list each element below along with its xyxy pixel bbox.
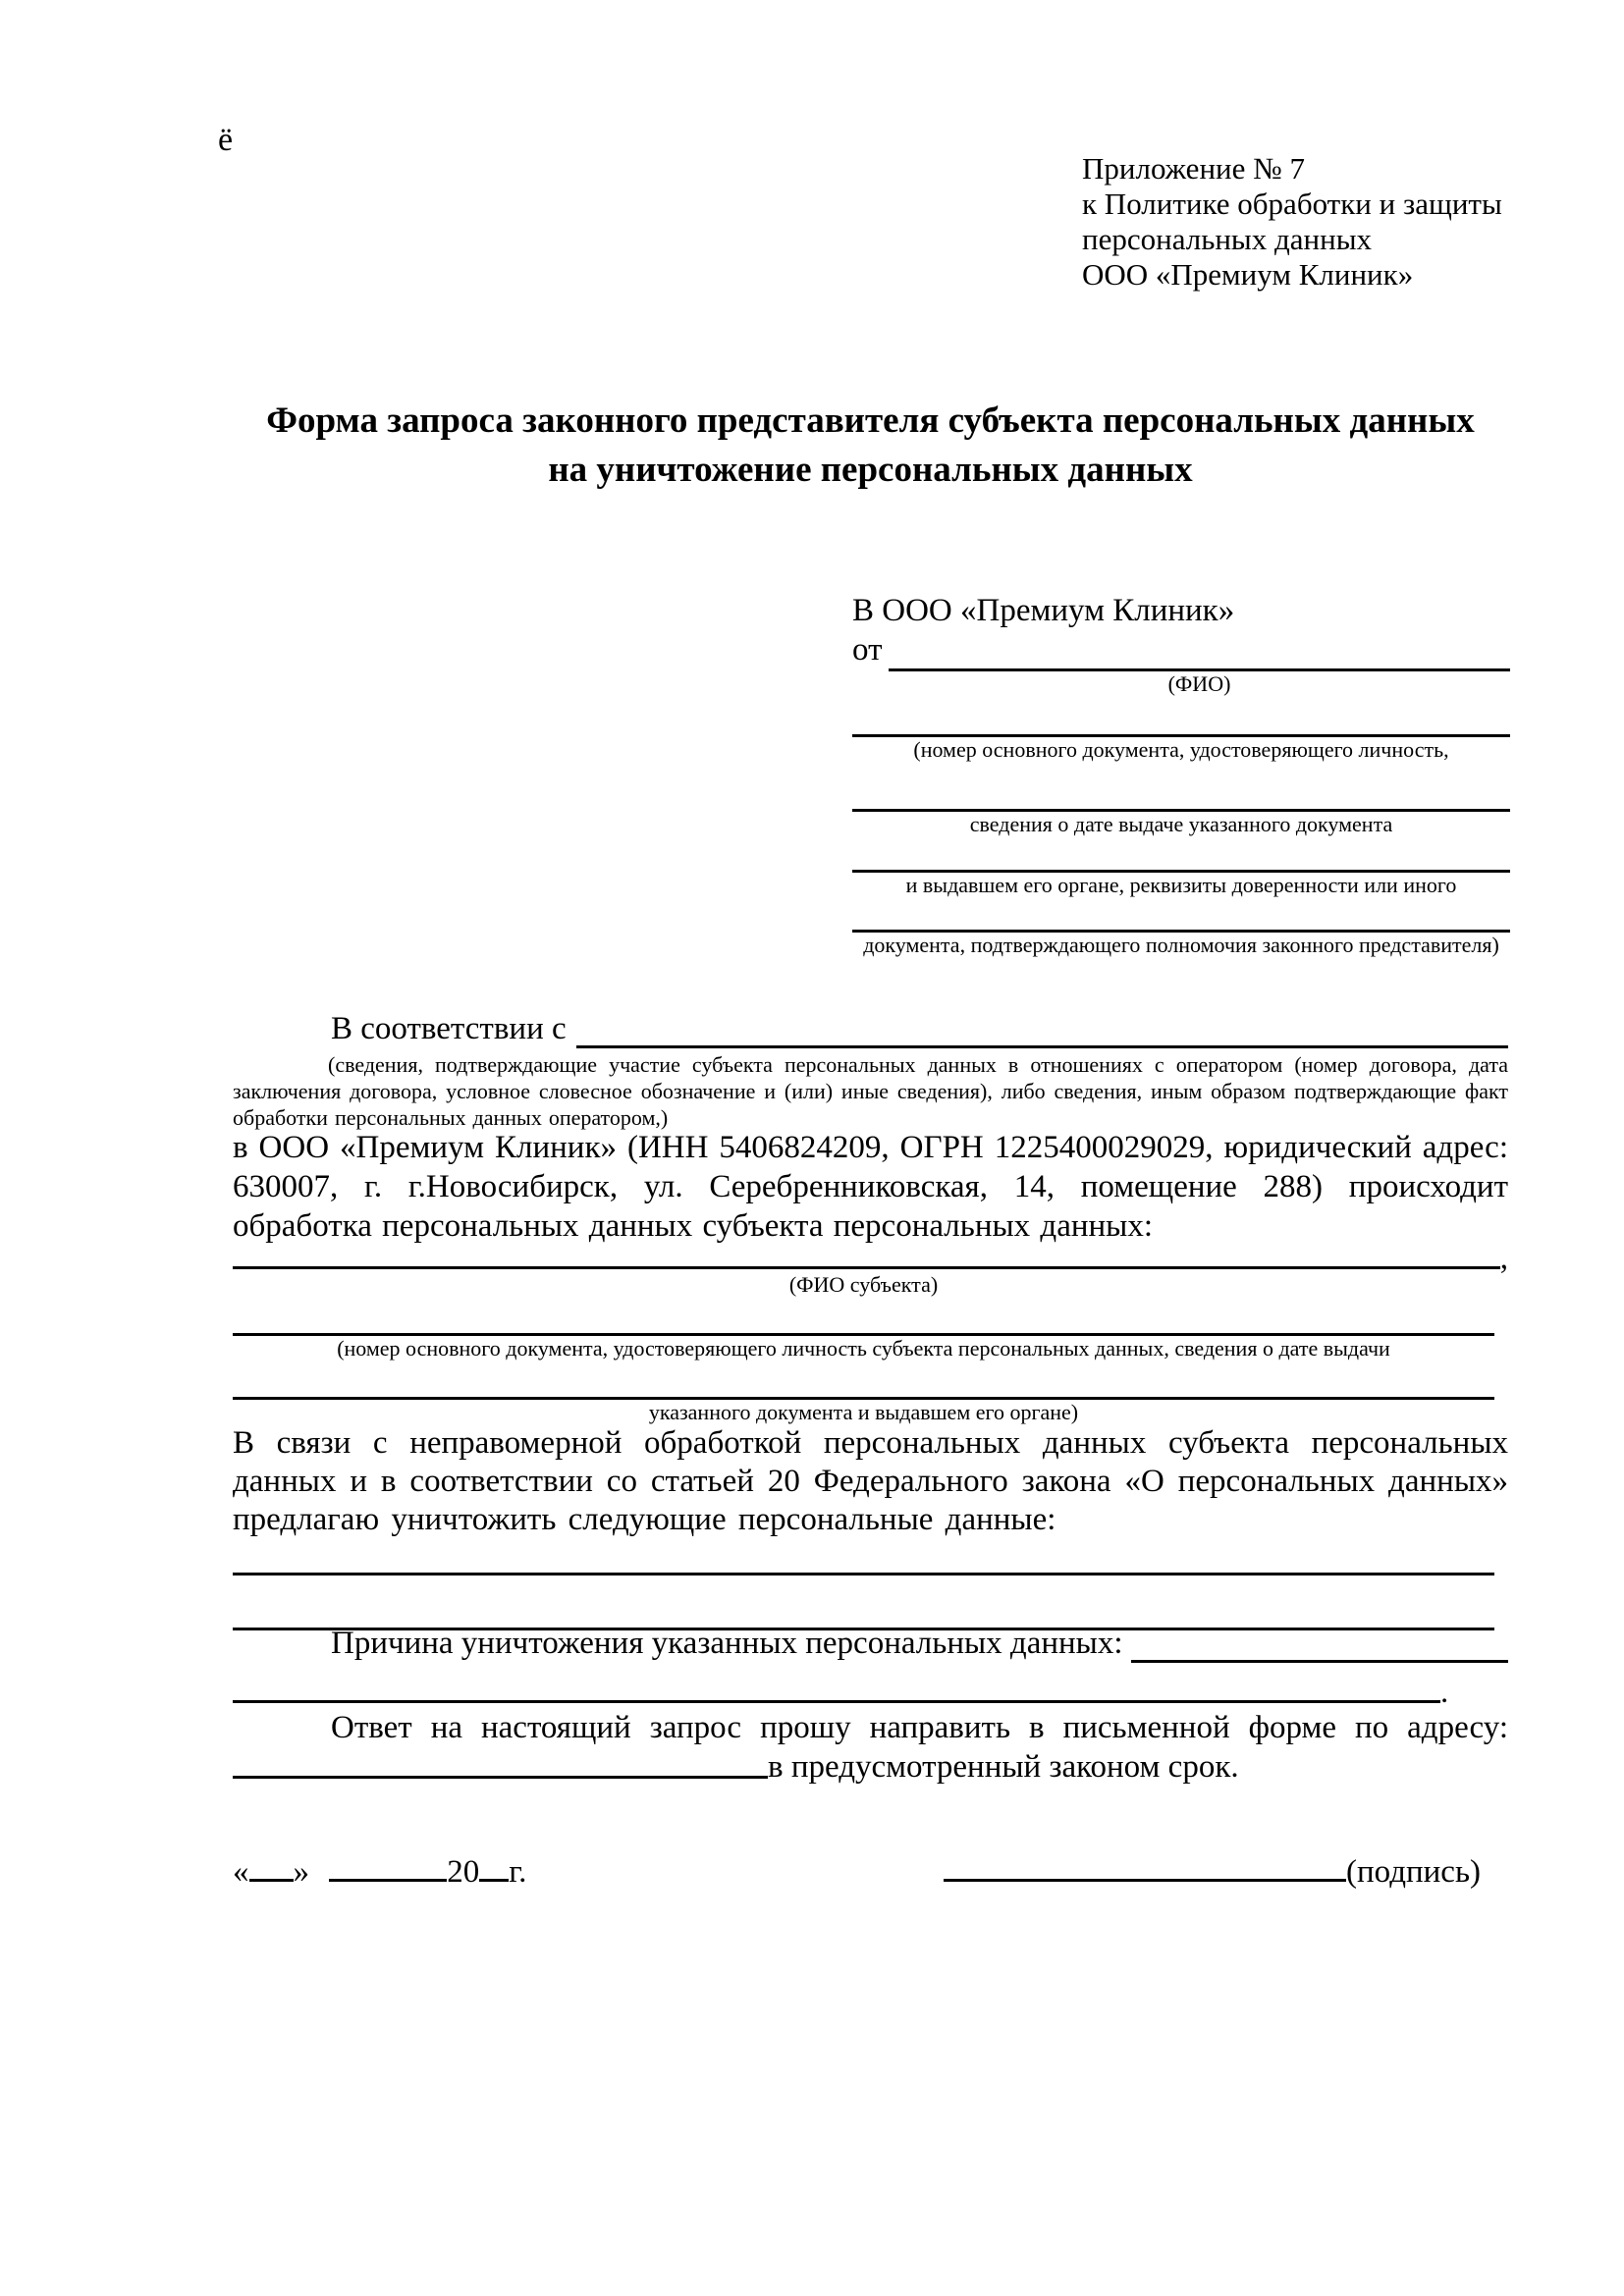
subject-doc-caption: (номер основного документа, удостоверяющего личность субъекта персональных данных, сведения о дате выдачи [337,1336,1390,1361]
appendix-header-line: к Политике обработки и защиты [1082,187,1502,221]
date-field [233,1849,526,1892]
subject-fio-caption: (ФИО субъекта) [788,1272,939,1297]
document-title [233,397,1508,495]
addressee-block [852,591,1510,958]
appendix-header-line: ООО «Премиум Клиник» [1082,257,1414,292]
address-fill-in-line [233,1747,768,1779]
year-suffix: г. [509,1854,527,1890]
document-title-line: Форма запроса законного представителя субъекта персональных данных [266,400,1475,441]
appendix-header-line: персональных данных [1082,222,1373,256]
accordance-caption: (сведения, подтверждающие участие субъекта персональных данных в отношениях с оператором (номер договора, дата заключения договора, условное словесное обозначение и (или) иные сведения), либо сведения, иным образом подтверждающие факт обработки персональных данных оператором,) [233,1052,1508,1130]
from-row [852,630,1510,671]
operator-paragraph: в ООО «Премиум Клиник» (ИНН 5406824209, ОГРН 1225400029029, юридический адрес: 630007, г. г.Новосибирск, ул. Серебренниковская, 14, помещение 288) происходит обработка персональных данных субъекта персональных данных: [233,1130,1508,1244]
day-open-quote: « [233,1854,249,1890]
from-label: от [852,632,883,667]
reason-fill-in-line [1131,1625,1508,1663]
year-prefix: 20 [447,1854,480,1890]
subject-doc-fill-in-line [233,1362,1494,1400]
representative-doc-fill-in-line [852,852,1510,873]
data-to-destroy-fill-in-line [233,1537,1494,1575]
appendix-header-line: Приложение № 7 [1082,151,1305,186]
appendix-header [1082,151,1502,293]
month-fill-in-line [329,1849,447,1882]
unlawful-processing-paragraph: В связи с неправомерной обработкой персональных данных субъекта персональных данных и в соответствии со статьей 20 Федерального закона «О персональных данных» предлагаю уничтожить следующие персональные данные: [233,1425,1508,1537]
signature-caption: (подпись) [1346,1854,1481,1890]
subject-doc-caption: указанного документа и выдавшем его органе) [648,1400,1079,1424]
reason-lead: Причина уничтожения указанных персональных данных: [331,1626,1123,1661]
from-fill-in-line [889,630,1511,671]
document-title-line: на уничтожение персональных данных [548,450,1193,490]
representative-doc-fill-in-line [852,791,1510,812]
answer-address-row [233,1747,1508,1787]
day-close-quote: » [293,1854,309,1890]
day-fill-in-line [249,1849,294,1882]
answer-paragraph: Ответ на настоящий запрос прошу направить в письменной форме по адресу: [331,1710,1508,1745]
representative-doc-fill-in-line [852,717,1510,737]
trailing-comma: , [1499,1241,1508,1276]
representative-doc-caption: и выдавшем его органе, реквизиты доверенности или иного [905,873,1457,897]
stray-ye-mark: ё [218,122,234,158]
reason-row [233,1625,1508,1663]
accordance-row [233,1009,1508,1048]
reason-continuation-row [233,1665,1508,1710]
fio-caption: (ФИО) [1167,671,1231,696]
subject-fio-row [233,1230,1508,1276]
signature-row [233,1849,1508,1892]
representative-doc-fill-in-line [852,912,1510,933]
accordance-fill-in-line [576,1009,1508,1048]
signature-field [944,1849,1481,1892]
subject-fio-fill-in-line [233,1230,1500,1269]
trailing-period: . [1440,1675,1449,1710]
accordance-lead: В соответствии с [331,1011,567,1046]
representative-doc-caption: сведения о дате выдаче указанного документа [969,812,1393,836]
reason-fill-in-line [233,1665,1440,1703]
answer-tail: в предусмотренный законом срок. [768,1749,1239,1785]
subject-doc-fill-in-line [233,1298,1494,1336]
signature-fill-in-line [944,1849,1346,1882]
representative-doc-caption: документа, подтверждающего полномочия законного представителя) [863,933,1499,957]
year-fill-in-line [479,1849,509,1882]
representative-doc-caption: (номер основного документа, удостоверяющего личность, [913,737,1449,762]
addressee-org: В ООО «Премиум Клиник» [852,593,1235,628]
